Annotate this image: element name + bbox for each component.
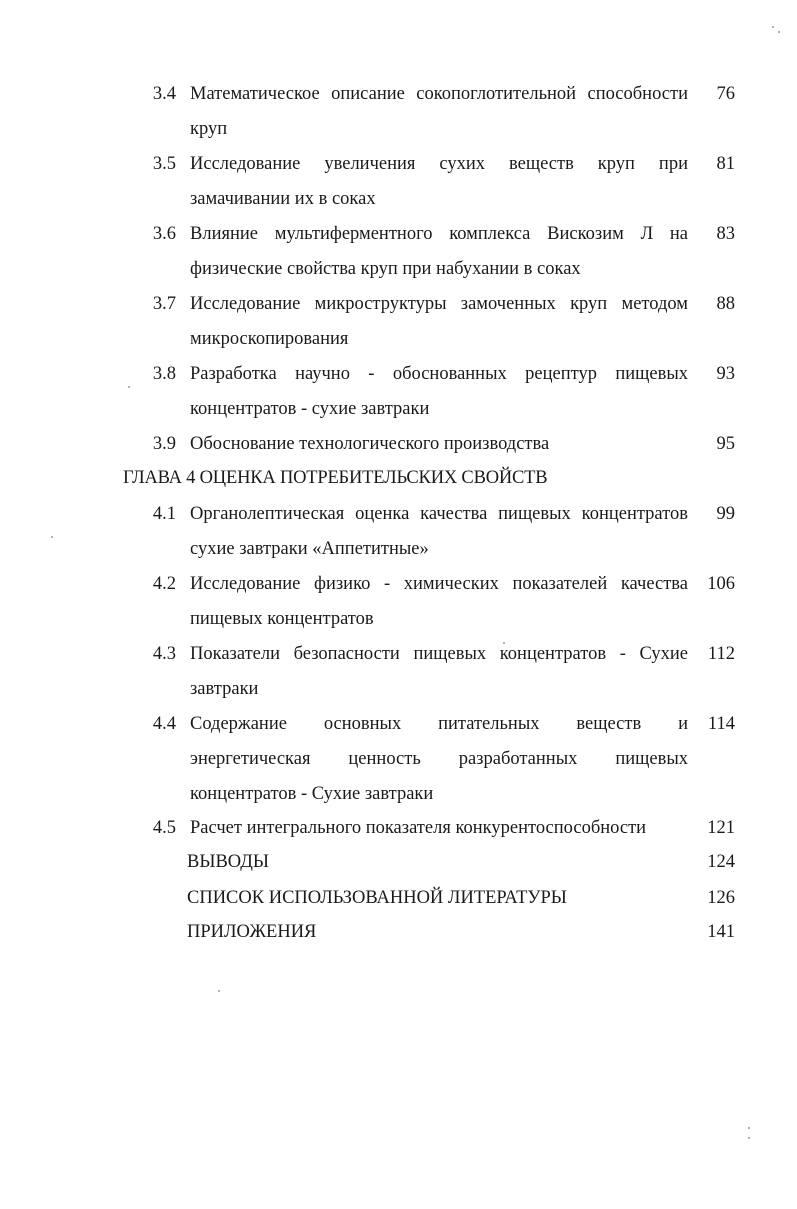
toc-entry-title-line: Исследование микроструктуры замоченных круп методом	[190, 294, 688, 314]
toc-entry-title	[190, 567, 688, 637]
toc-entry-title-line: микроскопирования	[190, 329, 349, 349]
toc-entry-title-line: сухие завтраки «Аппетитные»	[190, 539, 429, 559]
toc-entry-title-line: Расчет интегрального показателя конкурентоспособности	[190, 818, 647, 838]
toc-entry-title	[190, 77, 688, 147]
toc-entry-number: 4.5	[152, 818, 176, 838]
toc-entry-title-line: пищевых концентратов	[190, 609, 374, 629]
toc-entry-page: 141	[707, 922, 735, 942]
toc-entry-title-line: энергетическая ценность разработанных пищевых	[190, 749, 688, 769]
scan-speck	[503, 642, 505, 644]
toc-entry-number: 4.2	[152, 574, 176, 594]
toc-entry-title-line: завтраки	[190, 679, 259, 699]
toc-entry-title-line: Влияние мультиферментного комплекса Вискозим Л на	[190, 224, 688, 244]
toc-entry-title-line: Исследование физико - химических показателей качества	[190, 574, 688, 594]
scan-speck	[772, 26, 774, 28]
toc-entry-title-line: Содержание основных питательных веществ и	[190, 714, 688, 734]
toc-entry-title	[190, 637, 688, 707]
toc-entry-title	[187, 845, 685, 880]
toc-entry-title-line: концентратов - сухие завтраки	[190, 399, 430, 419]
toc-entry-title	[190, 287, 688, 357]
toc-entry-title	[190, 497, 688, 567]
toc-entry-page: 99	[716, 504, 735, 524]
toc-entry-title	[190, 707, 688, 812]
toc-entry-title-line: ПРИЛОЖЕНИЯ	[187, 922, 317, 942]
toc-entry-title	[187, 881, 685, 916]
toc-entry-page: 121	[707, 818, 735, 838]
toc-chapter-heading: ГЛАВА 4 ОЦЕНКА ПОТРЕБИТЕЛЬСКИХ СВОЙСТВ	[123, 468, 548, 488]
toc-entry-page: 76	[716, 84, 735, 104]
scan-speck	[128, 386, 130, 388]
toc-entry-title-line: Исследование увеличения сухих веществ круп при	[190, 154, 688, 174]
toc-entry-number: 4.3	[152, 644, 176, 664]
toc-entry-title	[190, 427, 688, 462]
toc-entry-title-line: Разработка научно - обоснованных рецептур пищевых	[190, 364, 688, 384]
toc-entry-title	[190, 147, 688, 217]
toc-entry-page: 81	[716, 154, 735, 174]
toc-entry-number: 3.8	[152, 364, 176, 384]
toc-entry-number: 3.7	[152, 294, 176, 314]
toc-entry-title-line: Математическое описание сокопоглотительной способности	[190, 84, 688, 104]
toc-entry-number: 4.4	[152, 714, 176, 734]
toc-entry-title-line: физические свойства круп при набухании в соках	[190, 259, 581, 279]
toc-entry-title-line: концентратов - Сухие завтраки	[190, 784, 434, 804]
toc-entry-page: 88	[716, 294, 735, 314]
toc-entry-page: 83	[716, 224, 735, 244]
toc-entry-title-line: СПИСОК ИСПОЛЬЗОВАННОЙ ЛИТЕРАТУРЫ	[187, 888, 567, 908]
toc-entry-title	[190, 811, 688, 846]
toc-entry-title	[187, 915, 685, 950]
toc-entry-title-line: замачивании их в соках	[190, 189, 376, 209]
toc-entry-page: 93	[716, 364, 735, 384]
toc-entry-number: 3.9	[152, 434, 176, 454]
toc-entry-number: 3.4	[152, 84, 176, 104]
toc-entry-title	[190, 217, 688, 287]
scan-speck	[778, 31, 780, 33]
toc-entry-title-line: круп	[190, 119, 228, 139]
toc-entry-page: 95	[716, 434, 735, 454]
scan-speck	[51, 536, 53, 538]
scan-speck	[218, 990, 220, 992]
scan-speck	[748, 1137, 750, 1139]
toc-entry-number: 4.1	[152, 504, 176, 524]
toc-entry-title-line: Органолептическая оценка качества пищевых концентратов	[190, 504, 688, 524]
toc-entry-number: 3.5	[152, 154, 176, 174]
toc-entry-page: 106	[707, 574, 735, 594]
toc-entry-title	[190, 357, 688, 427]
toc-entry-title-line: Показатели безопасности пищевых концентратов - Сухие	[190, 644, 688, 664]
scan-speck	[748, 1127, 750, 1129]
toc-entry-page: 114	[707, 714, 735, 734]
toc-entry-number: 3.6	[152, 224, 176, 244]
toc-entry-title-line: Обоснование технологического производства	[190, 434, 550, 454]
toc-entry-title-line: ВЫВОДЫ	[187, 852, 270, 872]
toc-entry-page: 124	[707, 852, 735, 872]
toc-entry-page: 112	[707, 644, 735, 664]
toc-entry-page: 126	[707, 888, 735, 908]
